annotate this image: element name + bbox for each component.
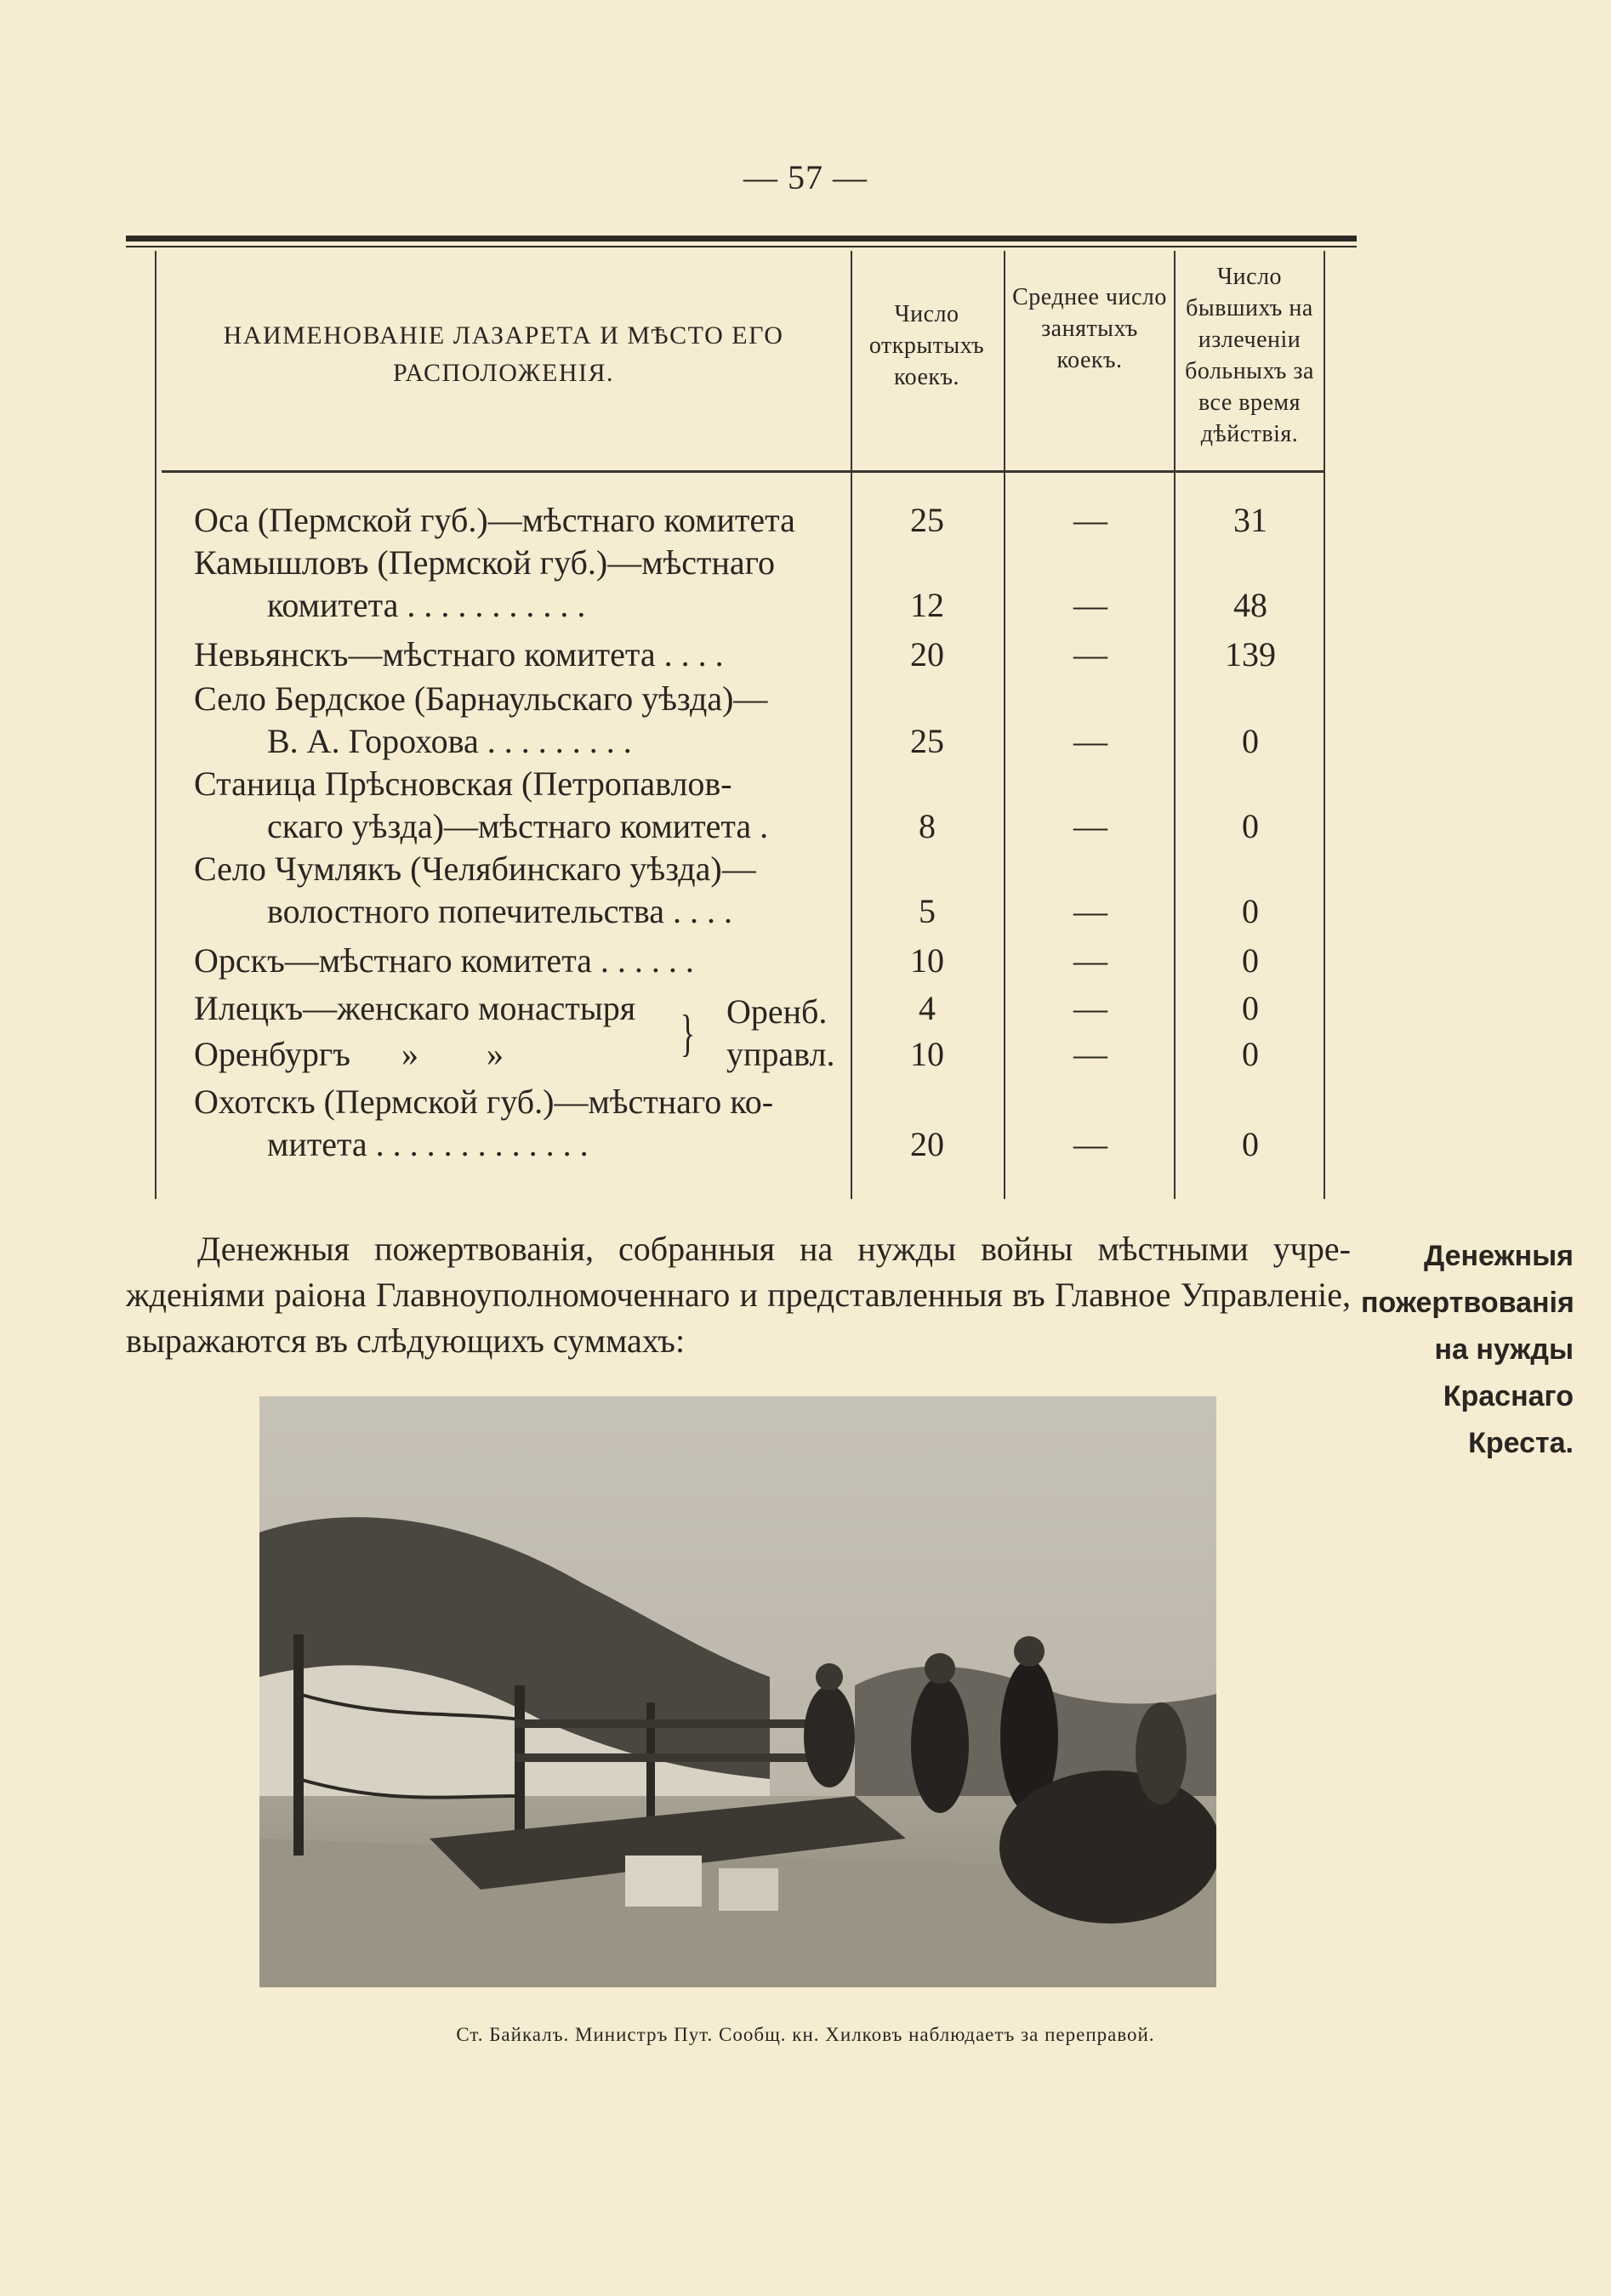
- brace-note-line1: Оренб.: [726, 992, 828, 1031]
- row-open: 25: [910, 501, 944, 539]
- photo-illustration: [259, 1396, 1216, 1987]
- row-cured: 0: [1242, 1125, 1259, 1163]
- row-cured: 0: [1242, 1035, 1259, 1073]
- row-avg: —: [1073, 586, 1107, 624]
- row-name: Село Бердское (Барнаульскаго уѣзда)— В. А. Горохова . . . . . . . . .: [194, 679, 768, 760]
- col-divider-2: [1004, 251, 1005, 1199]
- row-cured: 48: [1233, 586, 1267, 624]
- body-paragraph: Денежныя пожертвованія, собранныя на нужды войны мѣстными учре-жденіями раіона Главноуполномоченнаго и представленныя въ Главное Управленіе, выражаются въ слѣдующихъ суммахъ:: [126, 1230, 1351, 1360]
- row-name: Оренбургъ » »: [194, 1035, 504, 1073]
- header-cured: Число бывшихъ на излеченіи больныхъ за все время дѣйствія.: [1185, 264, 1314, 447]
- row-name: Невьянскъ—мѣстнаго комитета . . . .: [194, 635, 724, 673]
- header-beds-open: Число открытыхъ коекъ.: [868, 301, 985, 390]
- brace-glyph: }: [680, 1005, 696, 1061]
- row-cured: 0: [1242, 892, 1259, 930]
- photograph-baikal-crossing: [259, 1396, 1216, 1987]
- row-name: Станица Прѣсновская (Петропавлов- скаго уѣзда)—мѣстнаго комитета .: [194, 764, 769, 845]
- row-avg: —: [1073, 635, 1107, 673]
- header-beds-avg: Среднее число занятыхъ коекъ.: [1012, 284, 1167, 373]
- row-avg: —: [1073, 807, 1107, 845]
- row-open: 20: [910, 1125, 944, 1163]
- row-open: 4: [919, 989, 936, 1027]
- row-open: 8: [919, 807, 936, 845]
- row-name: Оса (Пермской губ.)—мѣстнаго комитета: [194, 501, 795, 539]
- row-avg: —: [1073, 892, 1107, 930]
- row-cured: 0: [1242, 989, 1259, 1027]
- brace-note-line2: управл.: [726, 1035, 835, 1073]
- row-open: 20: [910, 635, 944, 673]
- table-left-border: [155, 251, 157, 1199]
- row-avg: —: [1073, 941, 1107, 980]
- row-open: 12: [910, 586, 944, 624]
- row-open: 5: [919, 892, 936, 930]
- row-avg: —: [1073, 1125, 1107, 1163]
- row-name: Орскъ—мѣстнаго комитета . . . . . .: [194, 941, 694, 980]
- row-cured: 0: [1242, 722, 1259, 760]
- row-open: 10: [910, 1035, 944, 1073]
- row-cured: 0: [1242, 941, 1259, 980]
- row-cured: 0: [1242, 807, 1259, 845]
- row-name: Охотскъ (Пермской губ.)—мѣстнаго ко- митета . . . . . . . . . . . . .: [194, 1083, 774, 1163]
- header-rule: [162, 470, 1325, 473]
- page-number: — 57 —: [743, 158, 868, 196]
- row-avg: —: [1073, 501, 1107, 539]
- row-name: Камышловъ (Пермской губ.)—мѣстнаго комитета . . . . . . . . . . .: [194, 543, 776, 624]
- photo-caption: Ст. Байкалъ. Министръ Пут. Сообщ. кн. Хилковъ наблюдаетъ за переправой.: [456, 2024, 1155, 2045]
- table-top-rule: [126, 236, 1357, 242]
- row-open: 10: [910, 941, 944, 980]
- hospital-table: [155, 251, 1325, 1199]
- row-cured: 31: [1233, 501, 1267, 539]
- row-name: Илецкъ—женскаго монастыря: [194, 989, 636, 1027]
- header-name: НАИМЕНОВАНІЕ ЛАЗАРЕТА И МѢСТО ЕГО РАСПОЛОЖЕНІЯ.: [223, 321, 784, 387]
- row-name: Село Чумлякъ (Челябинскаго уѣзда)— волостного попечительства . . . .: [194, 850, 756, 930]
- row-avg: —: [1073, 1035, 1107, 1073]
- table-top-rule-thin: [126, 246, 1357, 247]
- row-avg: —: [1073, 722, 1107, 760]
- row-avg: —: [1073, 989, 1107, 1027]
- marginal-note: Денежныя пожертвованія на нужды Краснаго Креста.: [1361, 1240, 1574, 1459]
- row-open: 25: [910, 722, 944, 760]
- row-cured: 139: [1225, 635, 1276, 673]
